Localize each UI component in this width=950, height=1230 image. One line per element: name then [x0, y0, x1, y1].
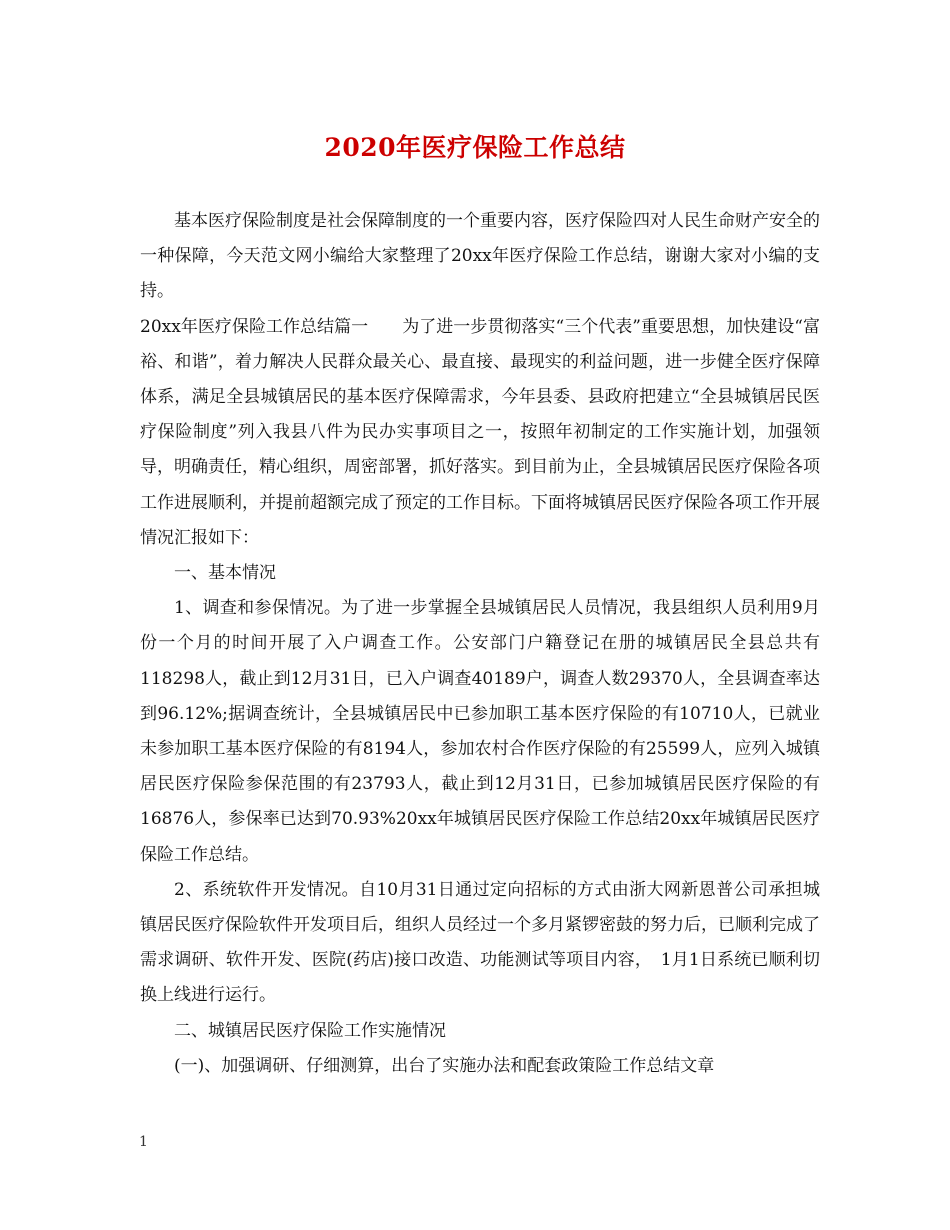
software-paragraph: 2、系统软件开发情况。自10月31日通过定向招标的方式由浙大网新恩普公司承担城镇居民医疗保险软件开发项目后，组织人员经过一个多月紧锣密鼓的努力后，已顺利完成了需求调研、软件开发、医院(药店)接口改造、功能测试等项目内容， 1月1日系统已顺利切换上线进行运行。: [140, 879, 820, 1006]
subsection-heading: (一)、加强调研、仔细测算，出台了实施办法和配套政策险工作总结文章: [174, 1055, 715, 1076]
intro-paragraph: 基本医疗保险制度是社会保障制度的一个重要内容，医疗保险四对人民生命财产安全的一种保障，今天范文网小编给大家整理了20xx年医疗保险工作总结，谢谢大家对小编的支持。: [140, 211, 820, 302]
document-title: 2020年医疗保险工作总结: [324, 133, 626, 162]
survey-paragraph: 1、调查和参保情况。为了进一步掌握全县城镇居民人员情况，我县组织人员利用9月份一个月的时间开展了入户调查工作。公安部门户籍登记在册的城镇居民全县总共有118298人，截止到12月31日，已入户调查40189户，调查人数29370人，全县调查率达到96.12%;据调查统计，全县城镇居民中已参加职工基本医疗保险的有10710人，已就业未参加职工基本医疗保险的有8194人，参加农村合作医疗保险的有25599人，应列入城镇居民医疗保险参保范围的有23793人，截止到12月31日，已参加城镇居民医疗保险的有16876人，参保率已达到70.93%20xx年城镇居民医疗保险工作总结20xx年城镇居民医疗保险工作总结。: [140, 598, 820, 865]
summary-paragraph: 20xx年医疗保险工作总结篇一 为了进一步贯彻落实“三个代表”重要思想，加快建设“富裕、和谐”，着力解决人民群众最关心、最直接、最现实的利益问题，进一步健全医疗保障体系，满足全县城镇居民的基本医疗保障需求，今年县委、县政府把建立“全县城镇居民医疗保险制度”列入我县八件为民办实事项目之一，按照年初制定的工作实施计划，加强领导，明确责任，精心组织，周密部署，抓好落实。到目前为止，全县城镇居民医疗保险各项工作进展顺利，并提前超额完成了预定的工作目标。下面将城镇居民医疗保险各项工作开展情况汇报如下：: [140, 316, 820, 548]
document-body: [140, 204, 820, 1084]
section-heading-implementation: 二、城镇居民医疗保险工作实施情况: [174, 1020, 446, 1041]
section-heading-basic: 一、基本情况: [174, 563, 276, 584]
page-number: 1: [139, 1134, 148, 1150]
